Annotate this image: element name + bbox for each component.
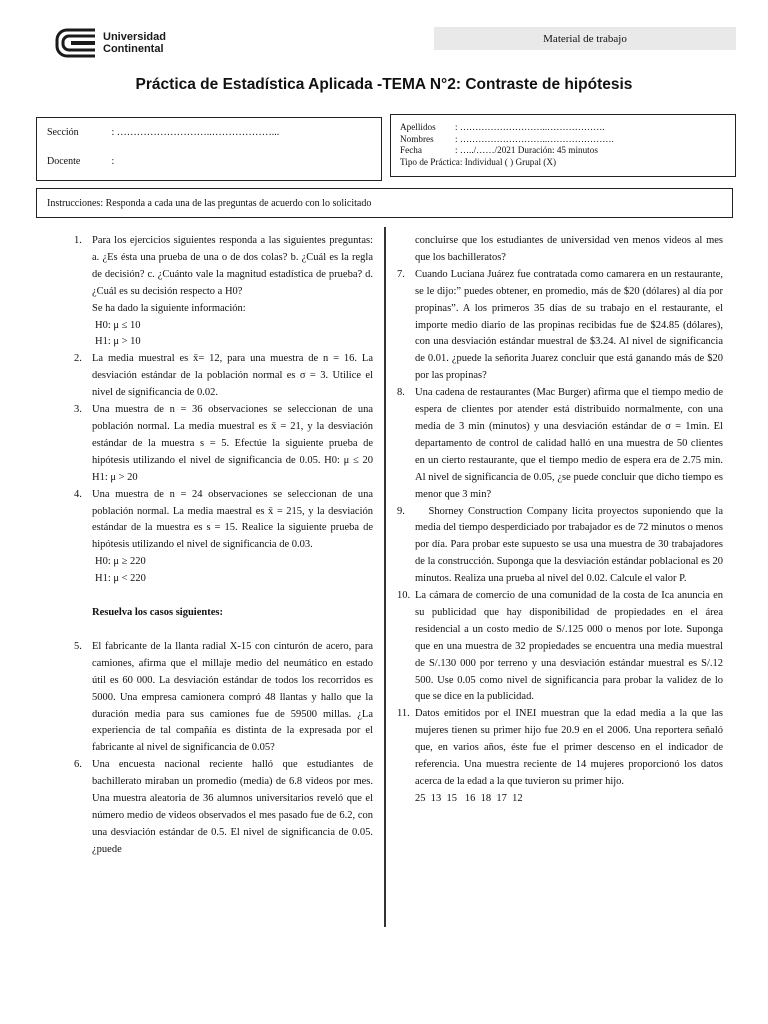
question-6 bbox=[74, 757, 373, 858]
hypothesis-h1: H1: μ > 10 bbox=[95, 336, 141, 348]
question-9 bbox=[397, 504, 726, 589]
question-11 bbox=[397, 706, 723, 807]
question-text: La cámara de comercio de una comunidad de la costa de Ica anuncia en su publicidad que hay disponibilidad de propiedades en el área residencial a un costo medio de S/.125 000 o menos por lote. Suponga que en una muestra de 32 propiedades se encuentra una media muestral de S/.130 000 por terreno y una desviación estándar muestral es S/.12 500. Use 0.05 como nivel de significancia para probar la validez de lo que se dice en la publicidad. bbox=[415, 590, 723, 703]
question-text: Una encuesta nacional reciente halló que estudiantes de bachillerato miraban un promedio (media) de 6.8 videos por mes. Una muestra aleatoria de 36 alumnos universitarios reveló que el número medio de videos observados el mes pasado fue de 6.2, con una desviación estándar de 0.5. El nivel de significancia de 0.05. ¿puede bbox=[92, 759, 373, 855]
question-text: Una muestra de n = 24 observaciones se seleccionan de una población normal. La media maestral es x̄ = 215, y la desviación estándar de la muestra es s = 15. Realice la siguiente prueba de hipótesis utilizando el nivel de significancia de 0.03. bbox=[92, 488, 373, 551]
ages-data: 25 13 15 16 18 17 12 bbox=[415, 792, 523, 804]
apellidos-row bbox=[400, 122, 735, 134]
question-8 bbox=[397, 385, 723, 503]
question-text: Shorney Construction Company licita proyectos suponiendo que la media del tiempo desperdiciado por trabajador es de 72 minutos o menos por día. Para probar este supuesto se usa una muestra de 30 trabajadores de la construcción. Suponga que la desviación estándar poblacional es 20 minutos. Realiza una prueba al nivel del 0.02. Calcule el valor P. bbox=[415, 505, 726, 585]
docente-value: : bbox=[111, 156, 115, 167]
question-6-continued: concluirse que los estudiantes de universidad ven menos videos al mes que los bachilleratos? bbox=[415, 235, 723, 263]
question-text: Una cadena de restaurantes (Mac Burger) afirma que el tiempo medio de espera de clientes por atender está distribuido normalmente, con una media de 3 min (minutos) y una desviación estándar de σ = 1min. El departamento de control de calidad halló en una muestra de 50 clientes en un cierto restaurante, que el tiempo medio de espera era de 2.75 min. Al nivel de significancia de 0.05, ¿se puede concluir que dicho tiempo es menor que 3 min? bbox=[415, 387, 723, 500]
question-number: 8. bbox=[397, 387, 405, 399]
fecha-label: Fecha bbox=[400, 145, 422, 155]
instructions-box: Instrucciones: Responda a cada una de las preguntas de acuerdo con lo solicitado bbox=[36, 188, 733, 218]
seccion-value: : ………………………..………………... bbox=[111, 127, 280, 138]
nombres-label: Nombres bbox=[400, 133, 434, 144]
apellidos-value: : ………………………..………………. bbox=[455, 122, 605, 132]
hypothesis-h1: H1: μ < 220 bbox=[95, 573, 146, 585]
question-number: 1. bbox=[74, 235, 82, 246]
question-text: El fabricante de la llanta radial X-15 con cinturón de acero, para camiones, afirma que el millaje medio del neumático en estado útil es 60 000. La desviación estándar de todos los recorridos es 5000. Una empresa camionera compró 48 llantas y hallo que la duración media para sus camiones fue de 59500 millas. ¿La experiencia de tal compañía es distinta de la expresada por el fabricante al nivel de significancia de 0.05? bbox=[92, 640, 373, 754]
hypothesis-h0: H0: μ ≥ 220 bbox=[95, 556, 146, 568]
question-number: 11. bbox=[397, 708, 410, 720]
question-7 bbox=[397, 267, 723, 385]
continental-logo-icon bbox=[55, 28, 97, 58]
docente-label: Docente bbox=[47, 156, 81, 167]
question-number: 3. bbox=[74, 404, 82, 416]
student-info-box bbox=[390, 114, 736, 177]
section-teacher-box bbox=[36, 117, 382, 181]
fecha-row bbox=[400, 145, 735, 157]
question-text: La media muestral es x̄= 12, para una muestra de n = 16. La desviación estándar de la población normal es σ = 3. Utilice el nivel de significancia de 0.02. bbox=[92, 353, 373, 399]
docente-row bbox=[47, 156, 114, 167]
info-line: Se ha dado la siguiente información: bbox=[92, 302, 246, 314]
left-column bbox=[74, 233, 373, 859]
question-10 bbox=[397, 588, 723, 706]
question-number: 10. bbox=[397, 590, 411, 602]
question-number: 7. bbox=[397, 268, 405, 280]
question-number: 4. bbox=[74, 488, 82, 500]
fecha-value: : …../……/2021 Duración: 45 minutos bbox=[455, 145, 598, 155]
question-text: Una muestra de n = 36 observaciones se seleccionan de una población normal. La media muestral es x̄ = 21, y la desviación estándar de la muestra s = 5. Efectúe la siguiente prueba de hipótesis utilizando el nivel de significancia de 0.05. H0: μ ≤ 20 H1: μ > 20 bbox=[92, 404, 373, 483]
right-column bbox=[397, 233, 726, 808]
question-4 bbox=[74, 487, 373, 588]
question-number: 9. bbox=[397, 505, 405, 517]
logo-text bbox=[103, 31, 166, 55]
material-tag: Material de trabajo bbox=[434, 27, 736, 50]
apellidos-label: Apellidos bbox=[400, 122, 436, 132]
column-divider bbox=[384, 227, 386, 927]
nombres-value: : ………………………..…………………. bbox=[455, 133, 614, 144]
logo-line-2: Continental bbox=[103, 43, 164, 55]
question-text: Para los ejercicios siguientes responda a las siguientes preguntas: a. ¿Es ésta una prueba de una o de dos colas? b. ¿Cuál es la regla de decisión? c. ¿Cuánto vale la magnitud estadística de prueba? d. ¿Cuál es su decisión respecto a H0? bbox=[92, 235, 373, 297]
tipo-practica: Tipo de Práctica: Individual ( ) Grupal (X) bbox=[400, 156, 557, 167]
page-title: Práctica de Estadística Aplicada -TEMA N°2: Contraste de hipótesis bbox=[135, 76, 633, 93]
question-number: 2. bbox=[74, 353, 82, 365]
question-number: 6. bbox=[74, 759, 82, 771]
hypothesis-h0: H0: μ ≤ 10 bbox=[95, 319, 141, 331]
question-3 bbox=[74, 402, 373, 487]
seccion-label: Sección bbox=[47, 127, 79, 138]
question-number: 5. bbox=[74, 640, 82, 652]
cases-heading: Resuelva los casos siguientes: bbox=[92, 607, 223, 619]
question-2 bbox=[74, 351, 373, 402]
question-text: Datos emitidos por el INEI muestran que la edad media a la que las mujeres tienen su primer hijo fue 20.9 en el 2006. Una reportera señaló que, en varios años, éste fue el primer descenso en el indicador de referencia. Una muestra reciente de 14 mujeres proporcionó los datos acerca de la edad a la que tuvieron su primer hijo. bbox=[415, 708, 723, 787]
nombres-row bbox=[400, 134, 735, 146]
university-logo bbox=[55, 27, 195, 59]
seccion-row bbox=[47, 127, 279, 138]
question-1 bbox=[74, 233, 373, 351]
question-5 bbox=[74, 639, 373, 757]
logo-line-1: Universidad bbox=[103, 31, 166, 43]
question-text: Cuando Luciana Juárez fue contratada como camarera en un restaurante, se le dijo:” puedes obtener, en promedio, más de $20 (dólares) al día por propinas”. A los primeros 35 días de su trabajo en el restaurante, el importe medio diario de las propinas recibidas fue de $24.85 (dólares), con una desviación estándar muestral de $3.24. Al nivel de significancia de 0.01. ¿puede la señorita Juarez concluir que está ganando más de $20 por las propinas? bbox=[415, 268, 723, 382]
